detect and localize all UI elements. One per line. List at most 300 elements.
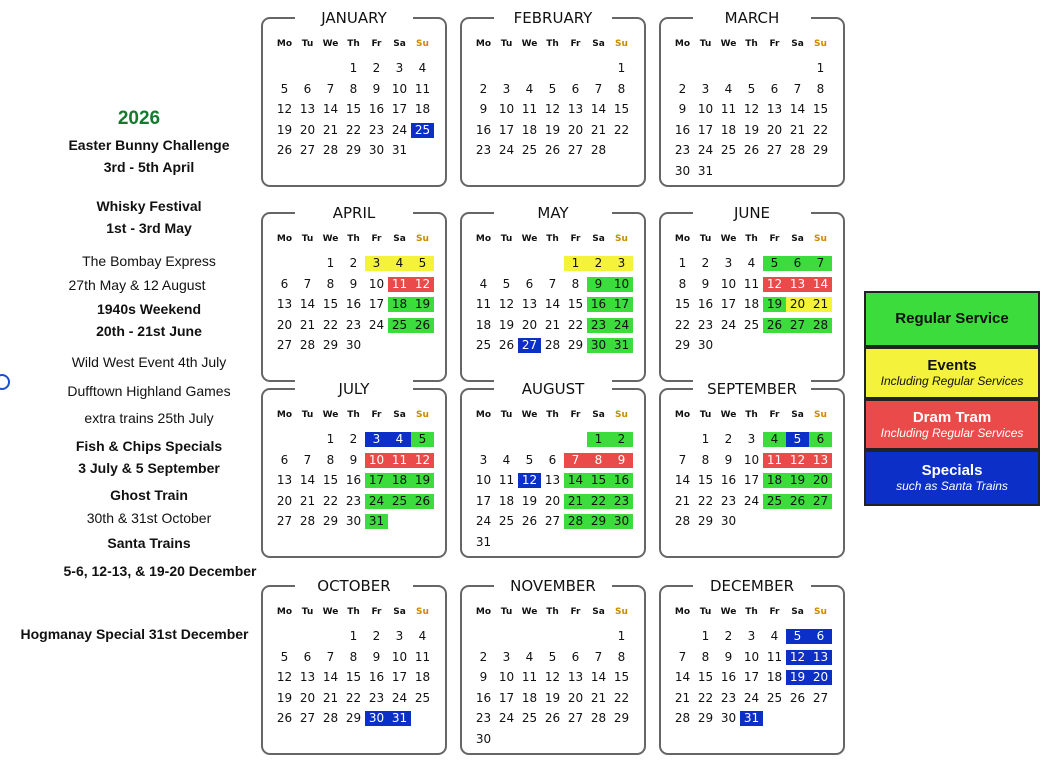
- empty-cell: [694, 59, 717, 80]
- weekday-label: Fr: [769, 607, 780, 617]
- day-cell: 24: [365, 494, 388, 509]
- day-cell: 24: [743, 493, 760, 508]
- day-cell: 5: [280, 649, 289, 664]
- day-cell: 17: [391, 102, 408, 116]
- day-cell: 12: [411, 453, 434, 468]
- weekday-label: Tu: [301, 39, 314, 49]
- day-cell: 25: [720, 143, 737, 157]
- day-cell: 13: [299, 670, 316, 684]
- day-cell: 1: [326, 256, 335, 270]
- day-cell: 17: [498, 690, 515, 705]
- day-cell: 18: [766, 670, 783, 684]
- day-cell: 14: [322, 102, 339, 116]
- day-cell: 30: [587, 338, 610, 353]
- day-cell: 15: [587, 473, 610, 488]
- day-cell: 23: [345, 493, 362, 508]
- day-cell: 26: [789, 690, 806, 705]
- day-cell: 15: [345, 102, 362, 116]
- weekday-label: Th: [546, 410, 559, 420]
- day-cell: 10: [498, 670, 515, 684]
- day-cell: 21: [809, 297, 832, 312]
- weekday-label: Fr: [570, 607, 581, 617]
- empty-cell: [495, 254, 518, 275]
- weekday-label: Th: [546, 234, 559, 244]
- day-cell: 6: [548, 452, 557, 467]
- day-cell: 27: [518, 338, 541, 353]
- day-cell: 1: [617, 629, 626, 643]
- day-cell: 14: [299, 297, 316, 311]
- day-cell: 5: [786, 432, 809, 447]
- event-line: 5-6, 12-13, & 19-20 December: [63, 563, 257, 579]
- day-cell: 27: [809, 494, 832, 509]
- weekday-label: Tu: [699, 607, 712, 617]
- month-september: [659, 380, 845, 558]
- day-cell: 19: [786, 670, 809, 685]
- day-cell: 14: [590, 670, 607, 684]
- day-cell: 17: [498, 122, 515, 137]
- day-cell: 12: [498, 297, 515, 311]
- day-cell: 15: [613, 670, 630, 684]
- weekday-label: Tu: [500, 410, 513, 420]
- day-cell: 9: [724, 649, 733, 664]
- day-cell: 28: [299, 514, 316, 528]
- day-cell: 20: [299, 122, 316, 137]
- day-cell: 19: [544, 122, 561, 137]
- day-grid: [671, 430, 832, 533]
- weekday-label: We: [521, 39, 538, 49]
- day-cell: 6: [303, 81, 312, 96]
- day-cell: 5: [747, 81, 756, 96]
- day-cell: 21: [564, 494, 587, 509]
- day-cell: 12: [276, 670, 293, 684]
- legend-specials-subtitle: such as Santa Trains: [896, 479, 1008, 493]
- empty-cell: [273, 627, 296, 648]
- day-cell: 11: [388, 277, 411, 292]
- day-cell: 5: [548, 649, 557, 664]
- empty-cell: [296, 254, 319, 275]
- weekday-label: Su: [416, 410, 429, 420]
- day-cell: 23: [720, 493, 737, 508]
- day-cell: 10: [391, 649, 408, 664]
- event-line: Whisky Festival: [96, 198, 202, 214]
- day-cell: 19: [786, 473, 809, 488]
- day-cell: 10: [498, 102, 515, 116]
- empty-cell: [319, 59, 342, 80]
- day-cell: 11: [475, 297, 492, 311]
- empty-cell: [587, 627, 610, 648]
- day-cell: 5: [411, 432, 434, 447]
- weekday-label: Th: [347, 39, 360, 49]
- weekday-label: Mo: [276, 607, 293, 617]
- day-cell: 28: [809, 318, 832, 333]
- weekday-label: Sa: [393, 607, 406, 617]
- empty-cell: [541, 59, 564, 80]
- day-cell: 4: [763, 432, 786, 447]
- empty-cell: [296, 59, 319, 80]
- weekday-header: [273, 39, 434, 49]
- day-cell: 15: [674, 297, 691, 311]
- day-cell: 13: [786, 277, 809, 292]
- year-heading: 2026: [117, 108, 161, 129]
- day-cell: 5: [548, 81, 557, 96]
- day-cell: 18: [498, 493, 515, 508]
- day-cell: 3: [502, 81, 511, 96]
- day-cell: 28: [590, 143, 607, 157]
- day-cell: 28: [674, 711, 691, 725]
- day-cell: 6: [280, 276, 289, 291]
- day-cell: 28: [564, 514, 587, 529]
- day-cell: 13: [544, 473, 561, 487]
- day-cell: 1: [349, 629, 358, 643]
- day-cell: 16: [674, 122, 691, 137]
- day-cell: 7: [303, 452, 312, 467]
- month-title: DECEMBER: [693, 576, 811, 596]
- day-cell: 28: [299, 338, 316, 352]
- weekday-header: [472, 234, 633, 244]
- weekday-label: Su: [814, 410, 827, 420]
- empty-cell: [564, 59, 587, 80]
- day-cell: 27: [786, 318, 809, 333]
- day-cell: 21: [322, 122, 339, 137]
- day-cell: 19: [411, 473, 434, 488]
- day-cell: 28: [322, 143, 339, 157]
- day-cell: 23: [674, 143, 691, 157]
- weekday-label: Fr: [570, 234, 581, 244]
- day-cell: 29: [674, 338, 691, 352]
- weekday-label: We: [720, 39, 737, 49]
- day-cell: 6: [525, 276, 534, 291]
- day-cell: 18: [475, 317, 492, 332]
- day-cell: 10: [697, 102, 714, 116]
- day-cell: 5: [786, 629, 809, 644]
- day-cell: 24: [720, 317, 737, 332]
- weekday-label: Su: [814, 607, 827, 617]
- weekday-label: Mo: [674, 39, 691, 49]
- day-cell: 11: [498, 473, 515, 487]
- day-cell: 31: [475, 534, 492, 549]
- event-line: Dufftown Highland Games: [67, 383, 231, 399]
- day-cell: 27: [812, 690, 829, 705]
- day-cell: 9: [479, 102, 488, 116]
- weekday-header: [273, 607, 434, 617]
- day-cell: 20: [766, 122, 783, 137]
- event-line: Santa Trains: [107, 535, 191, 551]
- weekday-label: Th: [546, 39, 559, 49]
- day-cell: 12: [763, 277, 786, 292]
- event-line: 1940s Weekend: [96, 301, 202, 317]
- day-cell: 6: [809, 629, 832, 644]
- day-cell: 21: [544, 317, 561, 332]
- day-cell: 5: [411, 256, 434, 271]
- day-cell: 11: [763, 453, 786, 468]
- weekday-label: We: [322, 234, 339, 244]
- weekday-label: Sa: [393, 234, 406, 244]
- day-cell: 9: [372, 649, 381, 664]
- weekday-label: Tu: [301, 607, 314, 617]
- day-cell: 8: [571, 276, 580, 291]
- day-cell: 3: [747, 629, 756, 643]
- day-cell: 14: [564, 473, 587, 488]
- empty-cell: [296, 627, 319, 648]
- day-cell: 1: [701, 432, 710, 446]
- day-cell: 20: [276, 493, 293, 508]
- day-cell: 29: [322, 338, 339, 352]
- day-cell: 21: [299, 493, 316, 508]
- day-cell: 22: [697, 493, 714, 508]
- day-cell: 3: [365, 432, 388, 447]
- month-january: [261, 9, 447, 187]
- empty-cell: [564, 430, 587, 451]
- weekday-label: Th: [745, 410, 758, 420]
- month-july: [261, 380, 447, 558]
- legend-specials-title: Specials: [921, 462, 983, 479]
- empty-cell: [296, 430, 319, 451]
- weekday-label: Sa: [791, 39, 804, 49]
- weekday-label: Mo: [276, 234, 293, 244]
- day-cell: 16: [368, 102, 385, 116]
- weekday-label: Mo: [276, 410, 293, 420]
- day-cell: 21: [674, 493, 691, 508]
- day-cell: 11: [388, 453, 411, 468]
- day-cell: 29: [345, 143, 362, 157]
- weekday-label: Fr: [570, 39, 581, 49]
- day-cell: 29: [587, 514, 610, 529]
- month-title: JULY: [295, 379, 413, 399]
- empty-cell: [273, 59, 296, 80]
- day-cell: 1: [701, 629, 710, 643]
- weekday-label: Th: [347, 234, 360, 244]
- day-cell: 24: [498, 143, 515, 157]
- weekday-label: Mo: [475, 234, 492, 244]
- day-cell: 8: [326, 452, 335, 467]
- day-cell: 5: [763, 256, 786, 271]
- day-cell: 18: [720, 122, 737, 137]
- weekday-label: Mo: [475, 607, 492, 617]
- day-cell: 26: [544, 711, 561, 725]
- day-cell: 6: [786, 256, 809, 271]
- weekday-label: Fr: [371, 410, 382, 420]
- empty-cell: [717, 59, 740, 80]
- day-cell: 13: [766, 102, 783, 116]
- day-cell: 13: [809, 453, 832, 468]
- day-cell: 14: [322, 670, 339, 684]
- day-cell: 3: [395, 61, 404, 75]
- empty-cell: [495, 627, 518, 648]
- day-cell: 15: [322, 297, 339, 311]
- day-cell: 7: [326, 81, 335, 96]
- weekday-label: Th: [745, 39, 758, 49]
- day-cell: 1: [587, 432, 610, 447]
- month-title: JANUARY: [295, 8, 413, 28]
- day-cell: 6: [571, 649, 580, 664]
- day-cell: 19: [276, 690, 293, 705]
- day-cell: 16: [697, 297, 714, 311]
- event-line: 3rd - 5th April: [103, 159, 195, 175]
- day-cell: 9: [479, 670, 488, 684]
- weekday-header: [472, 410, 633, 420]
- weekday-label: Sa: [592, 234, 605, 244]
- empty-cell: [472, 59, 495, 80]
- day-cell: 31: [610, 338, 633, 353]
- empty-cell: [763, 59, 786, 80]
- day-cell: 24: [391, 122, 408, 137]
- empty-cell: [564, 627, 587, 648]
- day-cell: 17: [697, 122, 714, 137]
- day-cell: 8: [587, 453, 610, 468]
- empty-cell: [541, 430, 564, 451]
- day-cell: 23: [720, 690, 737, 705]
- day-cell: 19: [521, 493, 538, 508]
- day-cell: 25: [766, 690, 783, 705]
- month-title: OCTOBER: [295, 576, 413, 596]
- weekday-label: Su: [416, 39, 429, 49]
- weekday-label: Mo: [475, 39, 492, 49]
- day-cell: 9: [372, 81, 381, 96]
- weekday-header: [671, 234, 832, 244]
- day-cell: 22: [697, 690, 714, 705]
- weekday-label: Su: [416, 234, 429, 244]
- weekday-label: Su: [416, 607, 429, 617]
- day-cell: 1: [816, 61, 825, 75]
- day-cell: 8: [349, 649, 358, 664]
- month-title: MAY: [494, 203, 612, 223]
- day-cell: 21: [590, 690, 607, 705]
- day-cell: 10: [720, 276, 737, 291]
- day-cell: 17: [368, 297, 385, 311]
- day-cell: 31: [697, 163, 714, 178]
- weekday-label: Mo: [674, 234, 691, 244]
- legend-regular-service: [864, 291, 1040, 347]
- day-cell: 7: [793, 81, 802, 96]
- day-cell: 21: [322, 690, 339, 705]
- day-grid: [273, 430, 434, 533]
- day-cell: 20: [521, 317, 538, 332]
- day-cell: 30: [475, 731, 492, 746]
- day-cell: 10: [475, 473, 492, 487]
- day-cell: 15: [697, 670, 714, 684]
- day-cell: 12: [786, 453, 809, 468]
- day-cell: 11: [414, 81, 431, 96]
- event-line: 1st - 3rd May: [106, 220, 192, 236]
- weekday-label: Su: [615, 234, 628, 244]
- day-cell: 26: [411, 318, 434, 333]
- day-cell: 10: [743, 452, 760, 467]
- day-cell: 18: [414, 102, 431, 116]
- day-cell: 2: [349, 256, 358, 270]
- day-cell: 3: [395, 629, 404, 643]
- day-grid: [472, 627, 633, 750]
- weekday-header: [671, 607, 832, 617]
- month-title: AUGUST: [494, 379, 612, 399]
- weekday-header: [273, 410, 434, 420]
- day-cell: 2: [610, 432, 633, 447]
- empty-cell: [671, 627, 694, 648]
- day-cell: 12: [276, 102, 293, 116]
- day-cell: 10: [743, 649, 760, 664]
- weekday-label: Su: [615, 607, 628, 617]
- day-cell: 17: [475, 493, 492, 508]
- day-cell: 30: [345, 338, 362, 352]
- event-line: Ghost Train: [110, 487, 188, 503]
- day-cell: 27: [276, 338, 293, 352]
- empty-cell: [273, 430, 296, 451]
- month-title: APRIL: [295, 203, 413, 223]
- day-cell: 24: [391, 690, 408, 705]
- day-cell: 22: [322, 317, 339, 332]
- weekday-label: Fr: [371, 234, 382, 244]
- day-cell: 2: [479, 81, 488, 96]
- month-march: [659, 9, 845, 187]
- day-cell: 23: [587, 318, 610, 333]
- day-cell: 18: [388, 473, 411, 488]
- weekday-label: Mo: [276, 39, 293, 49]
- day-cell: 28: [789, 143, 806, 157]
- weekday-label: Sa: [592, 410, 605, 420]
- day-cell: 5: [502, 276, 511, 291]
- day-cell: 7: [564, 453, 587, 468]
- day-cell: 3: [365, 256, 388, 271]
- day-cell: 4: [525, 649, 534, 664]
- legend-specials: [864, 450, 1040, 506]
- day-cell: 7: [678, 452, 687, 467]
- weekday-label: We: [521, 410, 538, 420]
- day-cell: 20: [809, 670, 832, 685]
- day-cell: 25: [743, 317, 760, 332]
- day-cell: 23: [368, 122, 385, 137]
- weekday-label: We: [322, 410, 339, 420]
- weekday-label: Su: [814, 39, 827, 49]
- day-cell: 17: [391, 670, 408, 684]
- day-cell: 21: [674, 690, 691, 705]
- day-cell: 2: [724, 629, 733, 643]
- day-cell: 21: [789, 122, 806, 137]
- day-cell: 22: [345, 690, 362, 705]
- day-cell: 22: [812, 122, 829, 137]
- day-cell: 17: [365, 473, 388, 488]
- circle-mark-icon: [0, 374, 10, 390]
- day-cell: 1: [617, 61, 626, 75]
- day-cell: 4: [479, 276, 488, 291]
- empty-cell: [495, 59, 518, 80]
- weekday-label: Sa: [791, 234, 804, 244]
- day-cell: 6: [303, 649, 312, 664]
- empty-cell: [273, 254, 296, 275]
- day-cell: 24: [498, 711, 515, 725]
- day-cell: 18: [743, 297, 760, 311]
- day-cell: 19: [544, 690, 561, 705]
- event-line: 20th - 21st June: [96, 323, 202, 339]
- day-cell: 30: [610, 514, 633, 529]
- day-grid: [671, 59, 832, 182]
- day-cell: 20: [544, 493, 561, 508]
- month-may: [460, 204, 646, 382]
- day-cell: 14: [809, 277, 832, 292]
- month-title: FEBRUARY: [494, 8, 612, 28]
- day-cell: 25: [475, 338, 492, 352]
- day-cell: 4: [388, 432, 411, 447]
- day-cell: 23: [345, 317, 362, 332]
- day-cell: 11: [720, 102, 737, 116]
- empty-cell: [541, 254, 564, 275]
- day-cell: 12: [544, 670, 561, 684]
- day-cell: 4: [502, 452, 511, 467]
- weekday-label: Fr: [570, 410, 581, 420]
- day-cell: 12: [786, 650, 809, 665]
- day-cell: 4: [747, 256, 756, 270]
- weekday-header: [472, 39, 633, 49]
- day-cell: 16: [610, 473, 633, 488]
- day-cell: 2: [479, 649, 488, 664]
